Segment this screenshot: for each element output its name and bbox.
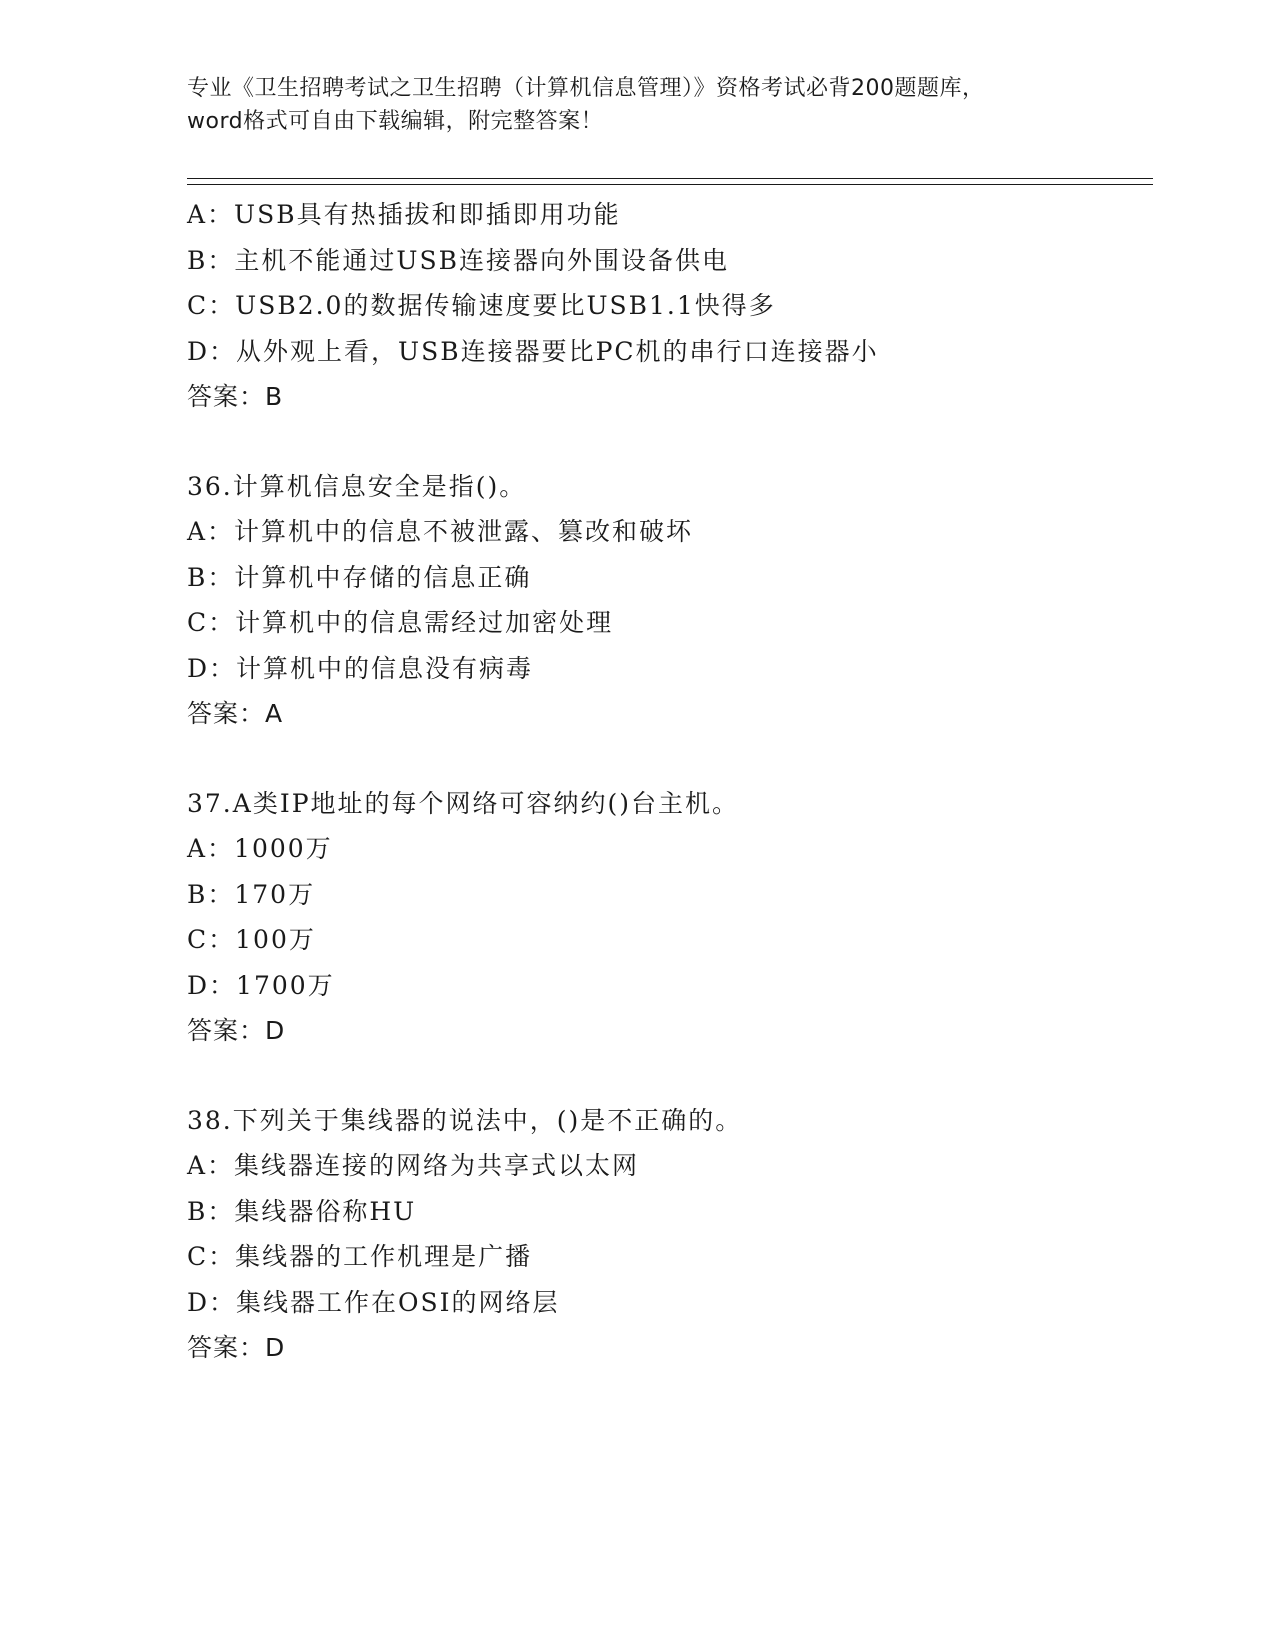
- question-stem: 37.A类IP地址的每个网络可容纳约()台主机。: [187, 788, 740, 818]
- option-c: C：计算机中的信息需经过加密处理: [187, 608, 614, 637]
- answer-line: 答案：D: [187, 1333, 286, 1362]
- option-d: D：集线器工作在OSI的网络层: [187, 1287, 560, 1317]
- option-a: A：1000万: [187, 834, 333, 863]
- question-stem: 36.计算机信息安全是指()。: [187, 471, 527, 501]
- option-b: B：集线器俗称HU: [187, 1196, 417, 1226]
- question-stem: 38.下列关于集线器的说法中，()是不正确的。: [187, 1105, 743, 1135]
- option-a: A：计算机中的信息不被泄露、篡改和破坏: [187, 517, 694, 546]
- block-spacer: [187, 1054, 1153, 1098]
- question-block-35: [187, 192, 1153, 420]
- option-a: A：USB具有热插拔和即插即用功能: [187, 200, 621, 229]
- answer-line: 答案：B: [187, 382, 284, 411]
- header-title-line-1: 专业《卫生招聘考试之卫生招聘（计算机信息管理）》资格考试必背200题题库，: [187, 76, 985, 101]
- answer-line: 答案：D: [187, 1016, 286, 1045]
- option-b: B：主机不能通过USB连接器向外围设备供电: [187, 245, 729, 275]
- option-b: B：170万: [187, 879, 316, 909]
- question-block-38: [187, 1098, 1153, 1371]
- question-block-37: [187, 781, 1153, 1054]
- header-divider-top: [187, 178, 1153, 179]
- header-divider-bottom: [187, 184, 1153, 185]
- block-spacer: [187, 420, 1153, 464]
- option-a: A：集线器连接的网络为共享式以太网: [187, 1151, 640, 1180]
- option-b: B：计算机中存储的信息正确: [187, 562, 532, 592]
- option-d: D：1700万: [187, 970, 335, 1000]
- option-c: C：100万: [187, 925, 316, 954]
- option-d: D：计算机中的信息没有病毒: [187, 653, 534, 683]
- block-spacer: [187, 737, 1153, 781]
- document-header: [187, 72, 1087, 138]
- question-list: [187, 192, 1153, 1371]
- header-title-line-2: word格式可自由下载编辑，附完整答案！: [187, 109, 604, 134]
- option-c: C：USB2.0的数据传输速度要比USB1.1快得多: [187, 291, 776, 320]
- answer-line: 答案：A: [187, 699, 284, 728]
- option-d: D：从外观上看，USB连接器要比PC机的串行口连接器小: [187, 336, 879, 366]
- question-block-36: [187, 464, 1153, 737]
- option-c: C：集线器的工作机理是广播: [187, 1242, 533, 1271]
